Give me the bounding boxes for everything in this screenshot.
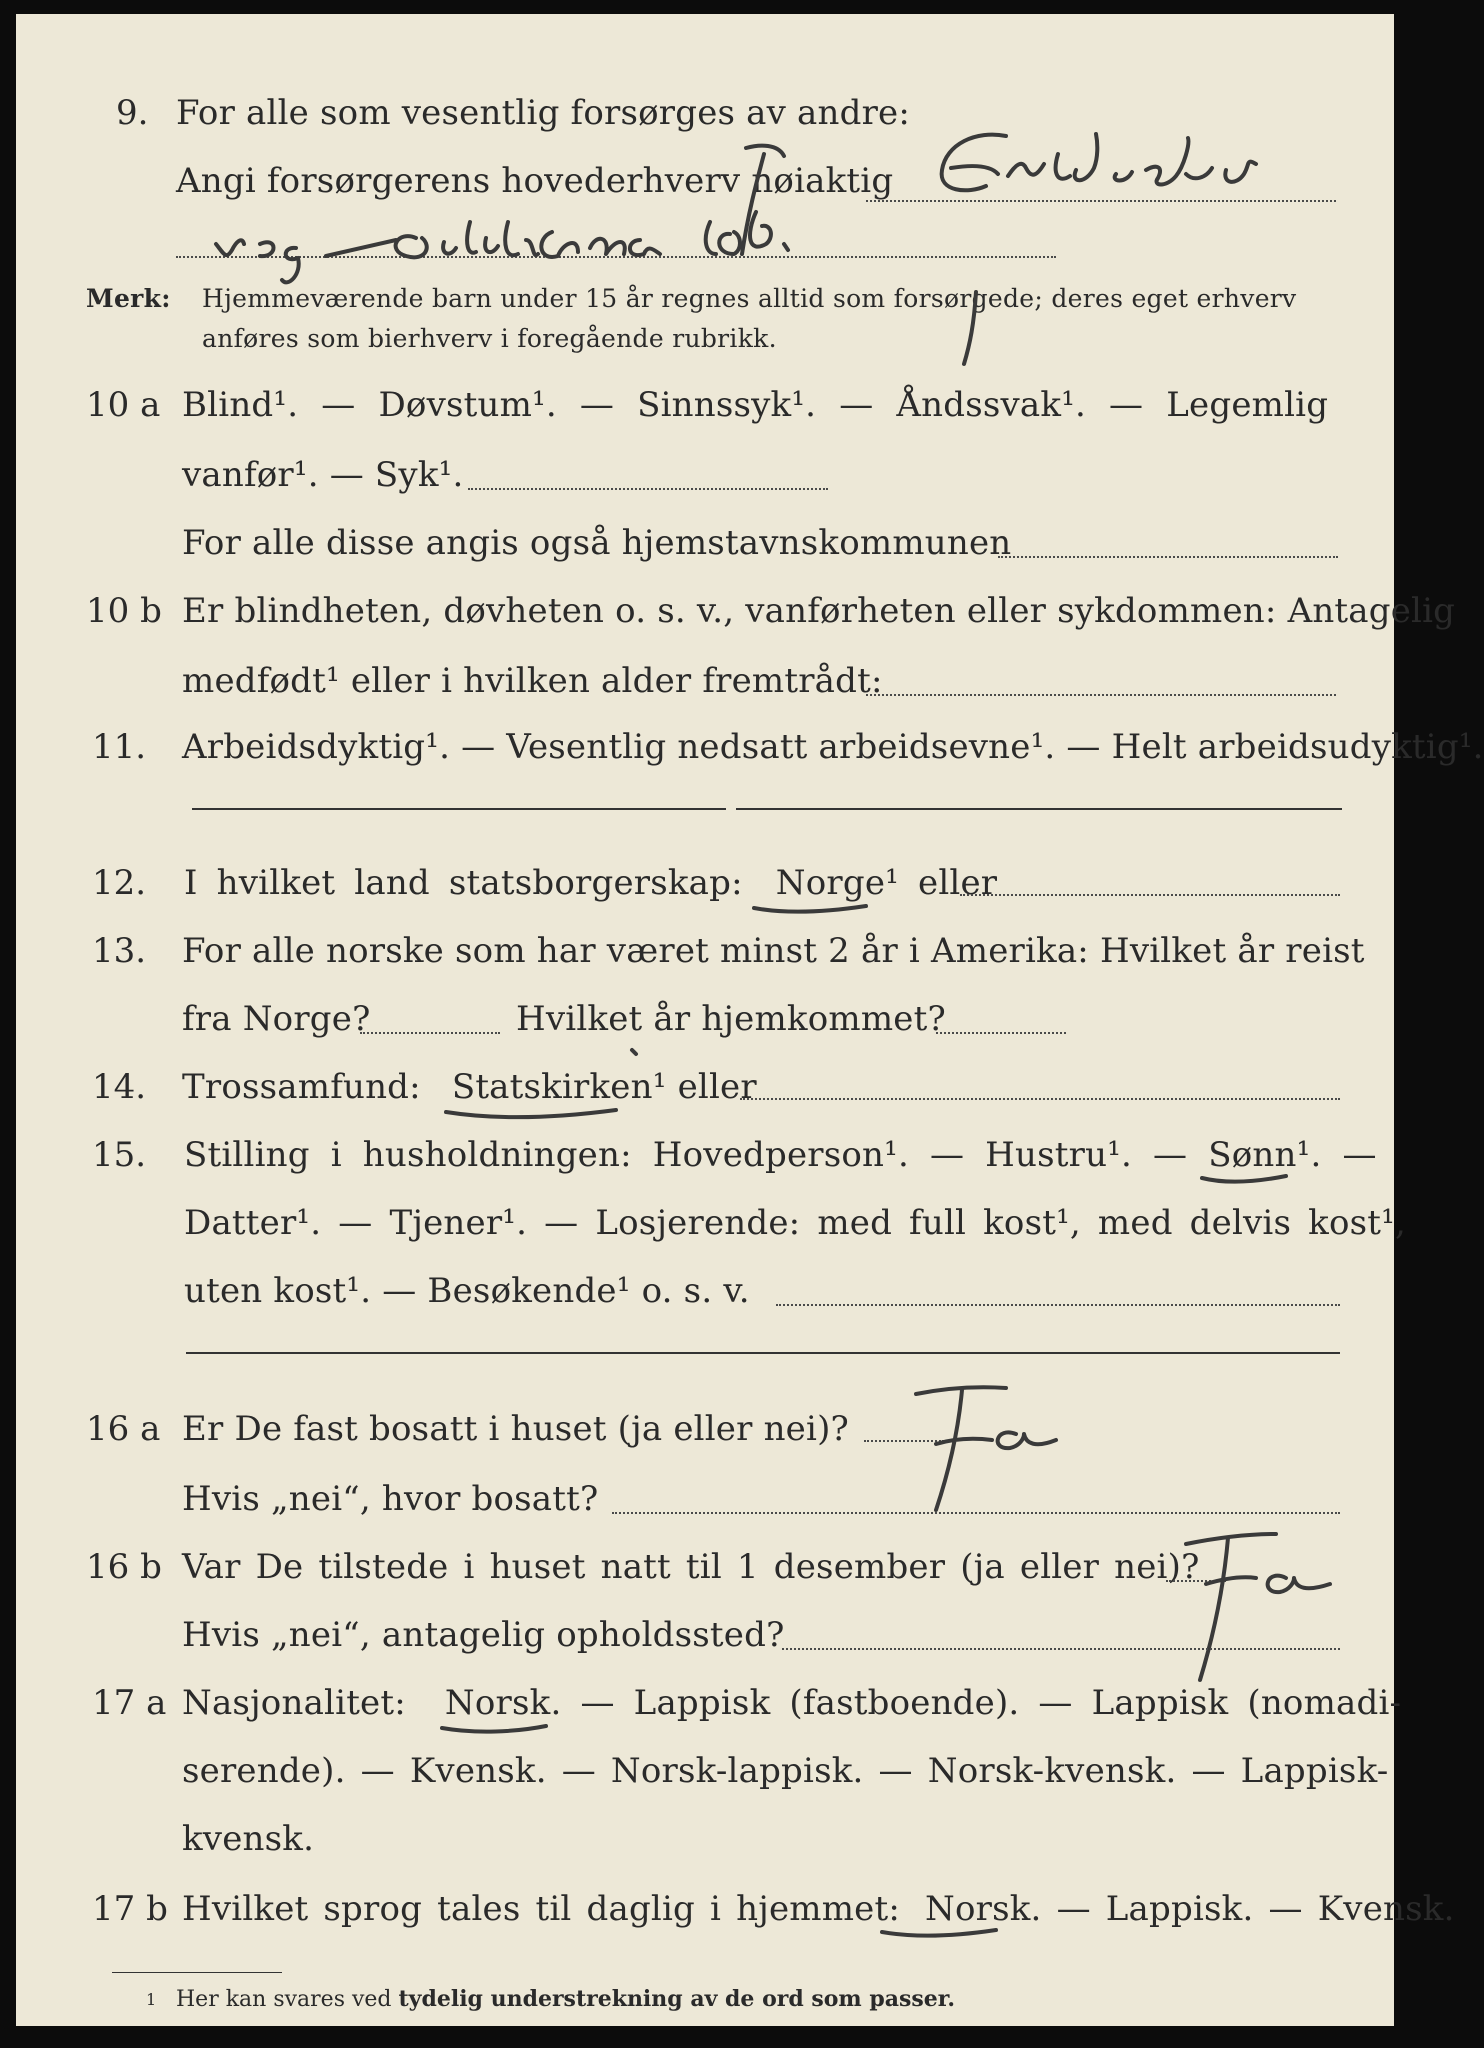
q9-line1: For alle som vesentlig forsørges av andre:: [176, 93, 911, 133]
q15-option-sonn: Sønn¹: [1208, 1135, 1311, 1175]
q9-line2: Angi forsørgerens hovederhverv nøiaktig: [176, 161, 894, 201]
q12-underline: [746, 894, 886, 924]
footnote-rule: [112, 1972, 282, 1973]
q12-prefix: I hvilket land statsborgerskap:: [184, 863, 743, 903]
q15-line2: Datter¹. — Tjener¹. — Losjerende: med full kost¹, med delvis kost¹,: [184, 1203, 1406, 1243]
q17b-line: [182, 1889, 1455, 1929]
q15-underline: [1196, 1164, 1316, 1194]
q10b-line1: Er blindheten, døvheten o. s. v., vanførheten eller sykdommen: Antagelig: [182, 591, 1456, 631]
q16a-handwritten-answer: [896, 1374, 1136, 1524]
q17a-line2: serende). — Kvensk. — Norsk-lappisk. — Norsk-kvensk. — Lappisk-: [182, 1751, 1389, 1791]
q16b-line2: Hvis „nei“, antagelig opholdssted?: [182, 1615, 785, 1655]
q12-number: 12.: [92, 863, 147, 903]
q17b-suffix: — Lappisk. — Kvensk.: [1056, 1889, 1455, 1929]
merk-label: Merk:: [86, 284, 171, 313]
q13-number: 13.: [92, 931, 147, 971]
q15-line1c: . —: [1310, 1135, 1377, 1175]
merk-pen-stroke: [946, 284, 1006, 374]
footnote-mark: 1: [146, 1990, 157, 2009]
footnote-text: [176, 1986, 955, 2012]
q14-answer-line: [740, 1098, 1340, 1100]
q14-underline: [436, 1044, 636, 1124]
q17b-underline: [876, 1918, 1016, 1948]
q15-rule: [186, 1352, 1340, 1354]
q13-left-line: [360, 1032, 500, 1034]
q11-rule-left: [192, 808, 726, 810]
q16b-residence-line: [782, 1648, 1340, 1650]
q10a-line1: Blind¹. — Døvstum¹. — Sinnssyk¹. — Åndssvak¹. — Legemlig: [182, 385, 1329, 425]
footnote-text-b: tydelig understrekning av de ord som passer.: [398, 1986, 956, 2012]
q17a-underline: [436, 1714, 576, 1744]
q11-line1: Arbeidsdyktig¹. — Vesentlig nedsatt arbeidsevne¹. — Helt arbeidsudyktig¹.: [182, 727, 1484, 767]
q12-answer-line: [960, 894, 1340, 896]
census-form-page: [16, 14, 1484, 2026]
q16a-number: 16 a: [86, 1409, 161, 1449]
q14-option-statskirken: Statskirken¹: [451, 1067, 667, 1107]
merk-line2: anføres som bierhverv i foregående rubrikk.: [202, 324, 777, 353]
q17b-option-norsk: Norsk.: [925, 1889, 1042, 1929]
q13-line1: For alle norske som har været minst 2 år i Amerika: Hvilket år reist: [182, 931, 1365, 971]
footnote-text-a: Her kan svares ved: [176, 1987, 392, 2012]
q10b-answer-line: [866, 694, 1336, 696]
q13-line2b: Hvilket år hjemkommet?: [516, 999, 946, 1039]
q10a-line3: For alle disse angis også hjemstavnskommunen: [182, 523, 1012, 563]
q17a-option-norsk: Norsk.: [444, 1683, 562, 1723]
q17a-rest: — Lappisk (fastboende). — Lappisk (nomadi-: [580, 1683, 1402, 1723]
q16b-number: 16 b: [86, 1547, 162, 1587]
q17b-number: 17 b: [92, 1889, 168, 1929]
merk-line1: Hjemmeværende barn under 15 år regnes alltid som forsørgede; deres eget erhverv: [202, 284, 1297, 313]
q16a-line1: Er De fast bosatt i huset (ja eller nei)?: [182, 1409, 849, 1449]
q17a-line1: [182, 1683, 1402, 1723]
q15-line3: uten kost¹. — Besøkende¹ o. s. v.: [184, 1271, 750, 1311]
q16b-handwritten-answer: [1166, 1504, 1366, 1704]
q9-number: 9.: [116, 93, 149, 133]
q16a-line2: Hvis „nei“, hvor bosatt?: [182, 1479, 599, 1519]
q10b-number: 10 b: [86, 591, 162, 631]
q14-prefix: Trossamfund:: [182, 1067, 421, 1107]
q15-line1a: Stilling i husholdningen: Hovedperson¹. — Hustru¹. —: [184, 1135, 1188, 1175]
q15-number: 15.: [92, 1135, 147, 1175]
q17b-prefix: Hvilket sprog tales til daglig i hjemmet:: [182, 1889, 900, 1929]
q12-suffix: eller: [918, 863, 998, 903]
q10b-line2: medfødt¹ eller i hvilken alder fremtrådt:: [182, 661, 883, 701]
q16b-line1: Var De tilstede i huset natt til 1 desember (ja eller nei)?: [182, 1547, 1200, 1587]
q14-number: 14.: [92, 1067, 147, 1107]
q11-number: 11.: [92, 727, 147, 767]
q17a-line3: kvensk.: [182, 1819, 315, 1859]
q10a-home-line: [998, 556, 1338, 558]
q17a-prefix: Nasjonalitet:: [182, 1683, 406, 1723]
q12-option-norge: Norge¹: [775, 863, 899, 903]
q11-rule-right: [736, 808, 1342, 810]
q14-suffix: eller: [677, 1067, 757, 1107]
q15-answer-line: [776, 1304, 1340, 1306]
q10a-number: 10 a: [86, 385, 161, 425]
q13-line2a: fra Norge?: [182, 999, 371, 1039]
q10a-line2: vanfør¹. — Syk¹.: [182, 455, 464, 495]
q13-right-line: [936, 1032, 1066, 1034]
q17a-number: 17 a: [92, 1683, 167, 1723]
q10a-answer-line: [468, 488, 828, 490]
